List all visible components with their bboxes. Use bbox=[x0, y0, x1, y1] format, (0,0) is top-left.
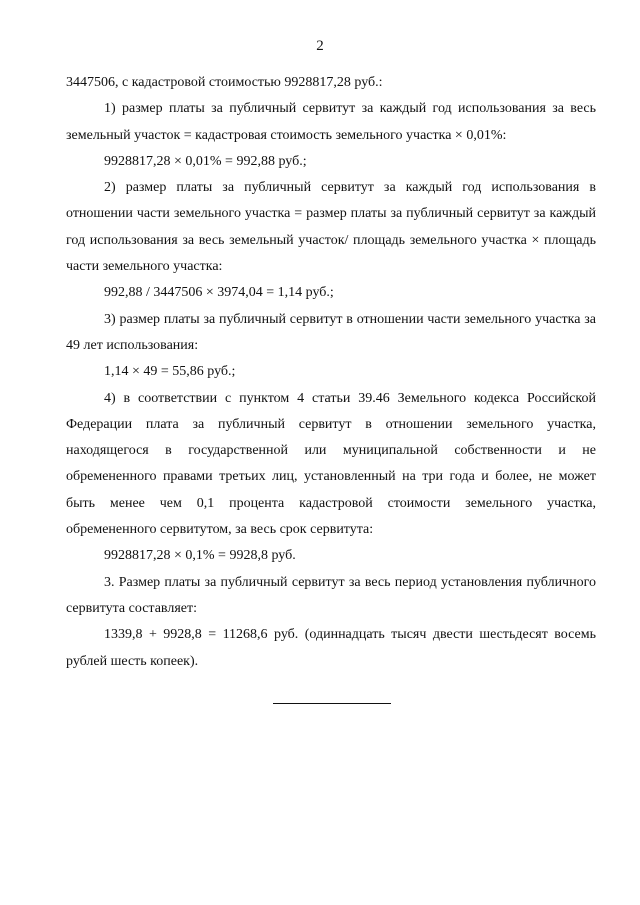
fee-item-2-annual-plot-part: 2) размер платы за публичный сервитут за каждый год использования в отношении части земельного участка = размер платы за публичный сервитут за каждый год использования за весь земельный участок/ площадь земельного участка × площадь части земельного участка: bbox=[66, 180, 596, 275]
fee-item-4-legal-minimum: 4) в соответствии с пунктом 4 статьи 39.46 Земельного кодекса Российской Федерации плата за публичный сервитут в отношении земельного участка, находящегося в государственной или муниципальной собственности и не обремененного правами третьих лиц, установленный на три года и более, не может быть менее чем 0,1 процента кадастровой стоимости земельного участка, обремененного сервитутом, за весь срок сервитута: bbox=[66, 390, 596, 538]
formula-legal-minimum: 9928817,28 × 0,1% = 9928,8 руб. bbox=[104, 548, 296, 564]
end-divider-line bbox=[273, 703, 391, 704]
page-number: 2 bbox=[316, 38, 324, 54]
fee-item-1-annual-full-plot: 1) размер платы за публичный сервитут за каждый год использования за весь земельный участок = кадастровая стоимость земельного участка × 0,01%: bbox=[66, 101, 596, 143]
formula-total-fee: 1339,8 + 9928,8 = 11268,6 руб. (одиннадцать тысяч двести шестьдесят восемь рублей шесть копеек). bbox=[66, 627, 596, 669]
document-body bbox=[66, 70, 596, 675]
continuation-paragraph: 3447506, с кадастровой стоимостью 9928817,28 руб.: bbox=[66, 75, 383, 90]
section-3-total-fee: 3. Размер платы за публичный сервитут за весь период установления публичного сервитута составляет: bbox=[66, 574, 596, 616]
fee-item-3-49-years: 3) размер платы за публичный сервитут в отношении части земельного участка за 49 лет использования: bbox=[66, 311, 596, 353]
formula-annual-full-plot: 9928817,28 × 0,01% = 992,88 руб.; bbox=[104, 153, 307, 169]
formula-annual-plot-part: 992,88 / 3447506 × 3974,04 = 1,14 руб.; bbox=[104, 285, 334, 301]
formula-49-years: 1,14 × 49 = 55,86 руб.; bbox=[104, 364, 236, 380]
